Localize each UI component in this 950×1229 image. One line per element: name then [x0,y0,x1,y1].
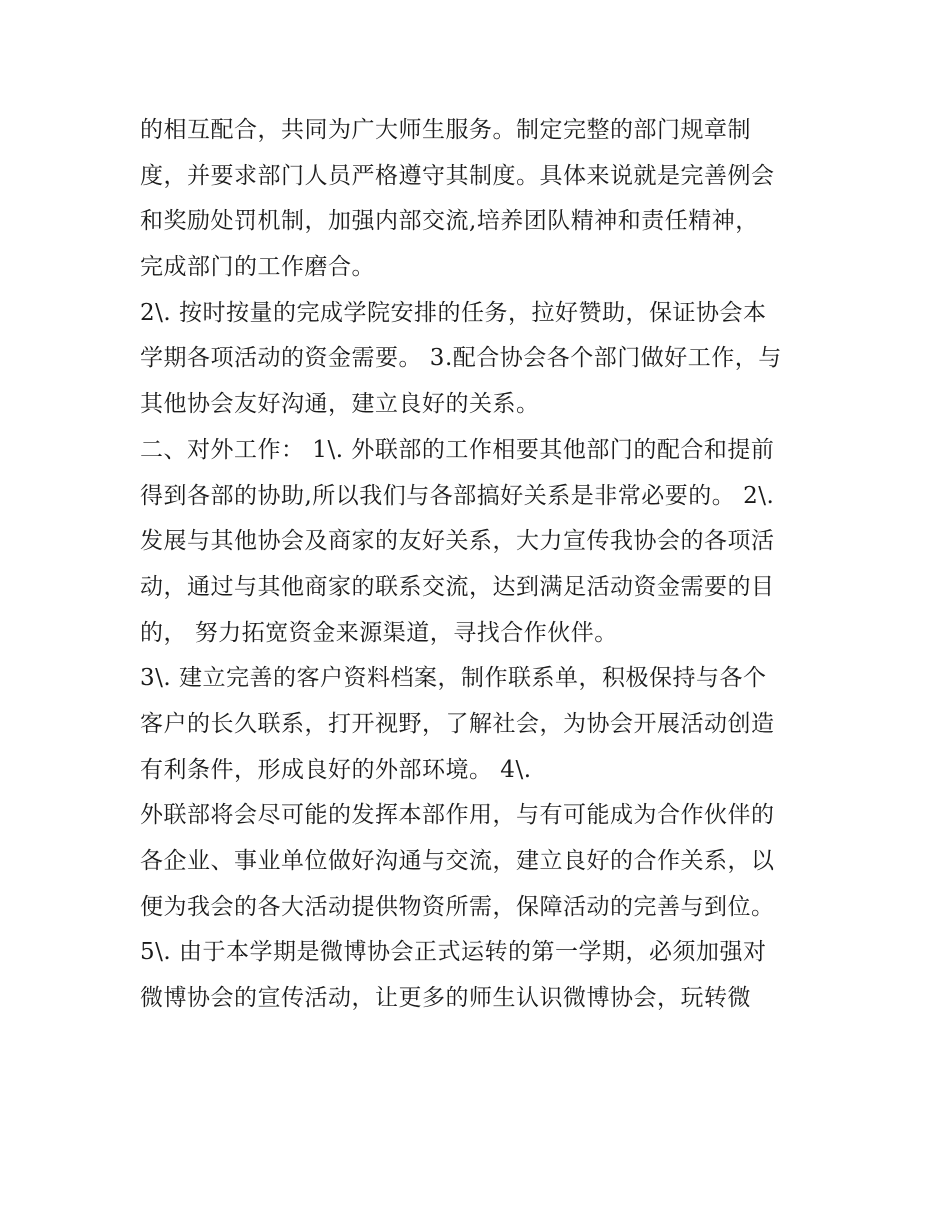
text-line-11: 动，通过与其他商家的联系交流，达到满足活动资金需要的目 [140,573,775,600]
text-line-6: 学期各项活动的资金需要。 3.配合协会各个部门做好工作，与 [140,345,782,372]
text-line-18: 便为我会的各大活动提供物资所需，保障活动的完善与到位。 [140,893,775,920]
text-line-1: 的相互配合，共同为广大师生服务。制定完整的部门规章制 [140,117,751,143]
text-line-17: 各企业、事业单位做好沟通与交流，建立良好的合作关系，以 [140,848,775,874]
text-line-12: 的， 努力拓宽资金来源渠道，寻找合作伙伴。 [140,619,618,646]
document-body [140,108,830,1022]
text-line-5: 2\. 按时按量的完成学院安排的任务，拉好赞助，保证协会本 [140,299,767,326]
text-line-7: 其他协会友好沟通，建立良好的关系。 [140,391,540,418]
text-line-15: 有利条件，形成良好的外部环境。 4\. [140,756,532,783]
text-line-19: 5\. 由于本学期是微博协会正式运转的第一学期，必须加强对 [140,939,767,966]
text-line-20: 微博协会的宣传活动，让更多的师生认识微博协会，玩转微 [140,985,751,1012]
text-line-9: 得到各部的协助,所以我们与各部搞好关系是非常必要的。 2\. [140,482,775,509]
text-line-4: 完成部门的工作磨合。 [140,254,375,281]
text-line-14: 客户的长久联系，打开视野，了解社会，为协会开展活动创造 [140,710,775,737]
text-line-16: 外联部将会尽可能的发挥本部作用，与有可能成为合作伙伴的 [140,802,775,829]
text-line-3: 和奖励处罚机制，加强内部交流,培养团队精神和责任精神， [140,208,759,235]
text-line-8: 二、对外工作： 1\. 外联部的工作相要其他部门的配合和提前 [140,436,775,463]
text-line-13: 3\. 建立完善的客户资料档案，制作联系单，积极保持与各个 [140,665,767,692]
text-line-2: 度，并要求部门人员严格遵守其制度。具体来说就是完善例会 [140,162,775,189]
text-line-10: 发展与其他协会及商家的友好关系，大力宣传我协会的各项活 [140,528,775,555]
